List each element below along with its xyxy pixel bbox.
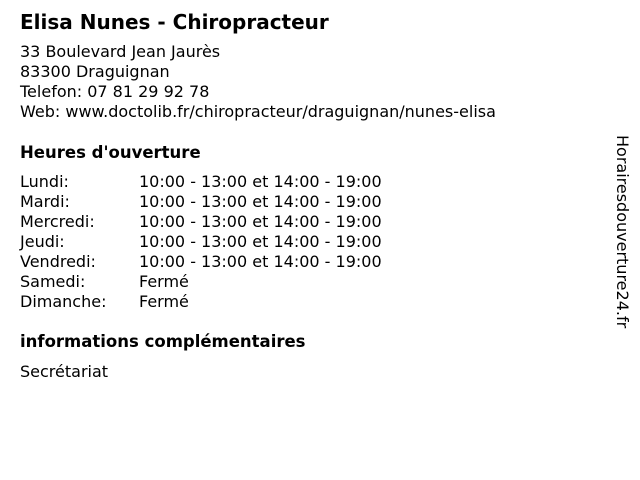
day-label: Mercredi: — [20, 212, 95, 231]
business-name: Elisa Nunes - Chiropracteur — [20, 10, 329, 34]
day-hours: 10:00 - 13:00 et 14:00 - 19:00 — [139, 192, 382, 211]
hours-row-saturday — [20, 272, 600, 292]
opening-hours-table — [20, 172, 600, 312]
hours-row-friday — [20, 252, 600, 272]
hours-row-monday — [20, 172, 600, 192]
website: Web: www.doctolib.fr/chiropracteur/draguignan/nunes-elisa — [20, 102, 496, 121]
additional-info-heading: informations complémentaires — [20, 332, 306, 351]
day-label: Mardi: — [20, 192, 70, 211]
day-hours: 10:00 - 13:00 et 14:00 - 19:00 — [139, 212, 382, 231]
day-label: Vendredi: — [20, 252, 96, 271]
phone-number: Telefon: 07 81 29 92 78 — [20, 82, 210, 101]
day-hours: 10:00 - 13:00 et 14:00 - 19:00 — [139, 172, 382, 191]
hours-row-wednesday — [20, 212, 600, 232]
hours-row-sunday — [20, 292, 600, 312]
address-street: 33 Boulevard Jean Jaurès — [20, 42, 221, 61]
opening-hours-heading: Heures d'ouverture — [20, 143, 201, 162]
day-label: Jeudi: — [20, 232, 65, 251]
day-hours: Fermé — [139, 272, 189, 291]
hours-row-tuesday — [20, 192, 600, 212]
day-label: Dimanche: — [20, 292, 107, 311]
day-hours: 10:00 - 13:00 et 14:00 - 19:00 — [139, 232, 382, 251]
business-card — [20, 10, 600, 382]
hours-row-thursday — [20, 232, 600, 252]
contact-block — [20, 42, 600, 122]
day-hours: 10:00 - 13:00 et 14:00 - 19:00 — [139, 252, 382, 271]
day-hours: Fermé — [139, 292, 189, 311]
day-label: Samedi: — [20, 272, 86, 291]
day-label: Lundi: — [20, 172, 69, 191]
site-watermark: Horairesdouverture24.fr — [613, 135, 632, 329]
additional-info-text: Secrétariat — [20, 362, 109, 381]
address-city: 83300 Draguignan — [20, 62, 170, 81]
